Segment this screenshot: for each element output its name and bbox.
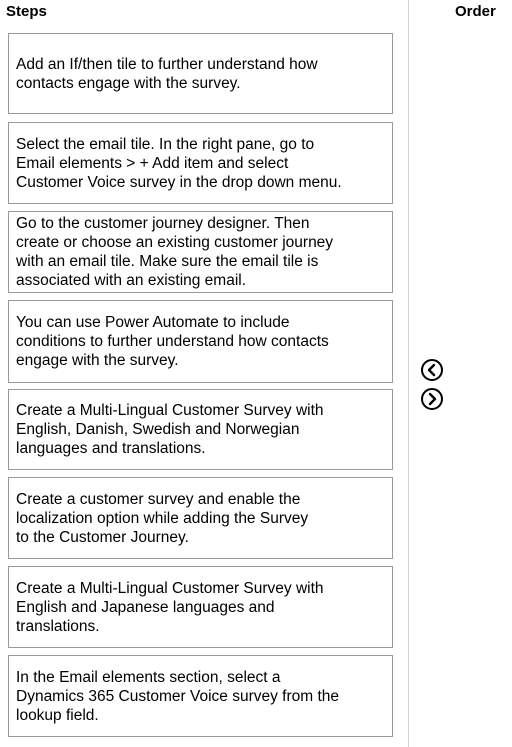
step-text: In the Email elements section, select a Dynamics 365 Customer Voice survey from the lookup field. [16, 668, 340, 724]
move-right-button[interactable] [421, 388, 443, 410]
step-text: Create a customer survey and enable the localization option while adding the Survey to the Customer Journey. [16, 490, 309, 546]
step-item-4[interactable] [8, 300, 393, 383]
move-left-button[interactable] [421, 359, 443, 381]
steps-header: Steps [6, 3, 47, 20]
step-item-2[interactable] [8, 122, 393, 204]
step-text: You can use Power Automate to include conditions to further understand how contacts engage with the survey. [16, 314, 329, 369]
step-text: Create a Multi-Lingual Customer Survey with English, Danish, Swedish and Norwegian languages and translations. [16, 402, 324, 457]
step-item-8[interactable] [8, 655, 393, 737]
step-text: Create a Multi-Lingual Customer Survey with English and Japanese languages and translations. [16, 579, 324, 635]
chevron-right-circle-icon [423, 390, 441, 408]
step-text: Add an If/then tile to further understand how contacts engage with the survey. [16, 55, 318, 92]
step-item-1[interactable] [8, 33, 393, 114]
order-header: Order [455, 3, 496, 20]
step-item-3[interactable] [8, 211, 393, 293]
step-item-6[interactable] [8, 477, 393, 559]
chevron-left-circle-icon [423, 361, 441, 379]
step-item-7[interactable] [8, 566, 393, 648]
step-text: Select the email tile. In the right pane, go to Email elements > + Add item and select Customer Voice survey in the drop down menu. [16, 135, 342, 191]
column-divider [408, 0, 409, 747]
step-item-5[interactable] [8, 389, 393, 470]
step-text: Go to the customer journey designer. Then create or choose an existing customer journey with an email tile. Make sure the email tile is associated with an existing email. [16, 215, 334, 289]
